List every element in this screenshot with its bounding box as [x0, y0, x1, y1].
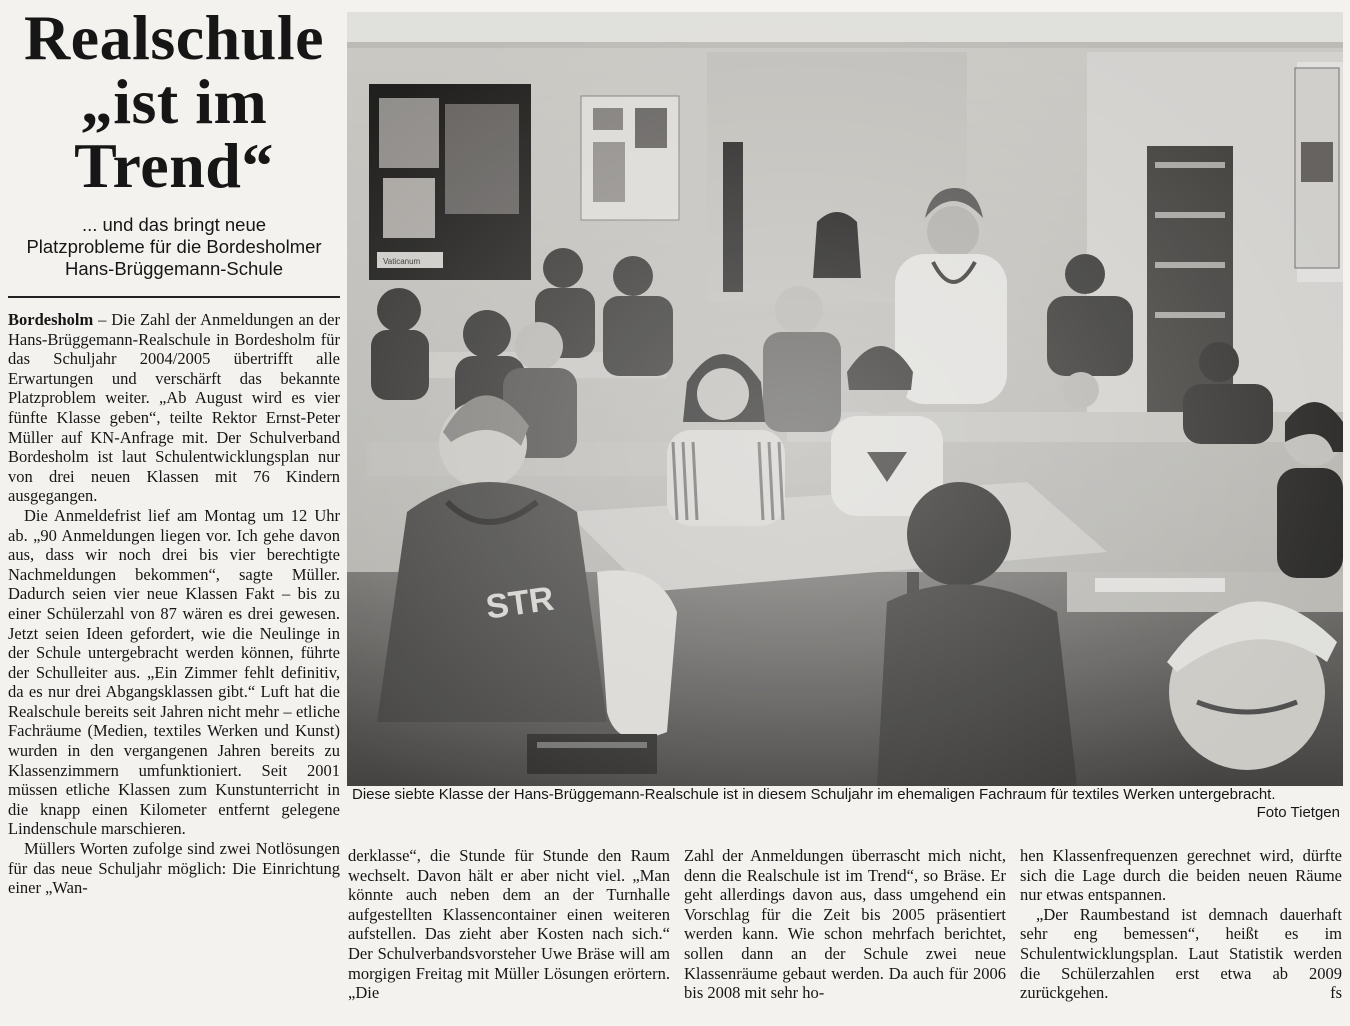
- subheadline-line-2: Platzprobleme für die Bordesholmer: [26, 236, 322, 257]
- column-3-text: Zahl der Anmeldungen überrascht mich nicht, denn die Realschule ist im Trend“, so Bräse. Er geht allerdings davon aus, dass umgehend ein Vorschlag für die Zeit bis 2005 präsentiert werden kann. Wie schon mehrfach berichtet, sollen dann an der Schule zwei neue Klassenräume gebaut werden. Da auch für 2006 bis 2008 mit sehr ho-: [684, 846, 1006, 1003]
- subheadline-line-3: Hans-Brüggemann-Schule: [64, 258, 283, 279]
- dateline: Bordesholm: [8, 310, 94, 329]
- photo-caption: Diese siebte Klasse der Hans-Brüggemann-Realschule ist in diesem Schuljahr im ehemaligen Fachraum für textiles Werken untergebracht.: [352, 786, 1276, 803]
- divider-rule: [8, 296, 340, 298]
- article-column-1: [8, 310, 340, 898]
- paragraph-1-text: – Die Zahl der Anmeldungen an der Hans-Brüggemann-Realschule in Bordesholm für das Schuljahr 2004/2005 übertrifft alle Erwartungen und verschärft das bekannte Platzproblem weiter. „Ab August wird es vier fünfte Klasse geben“, teilte Rektor Ernst-Peter Müller auf KN-Anfrage mit. Der Schulverband Bordesholm ist laut Schulentwicklungsplan nur von drei neuen Klassen mit 76 Kindern ausgegangen.: [8, 310, 340, 506]
- photo-credit: Foto Tietgen: [1256, 804, 1340, 821]
- headline-line-3: Trend“: [74, 130, 274, 201]
- article-column-4: [1020, 846, 1342, 1003]
- subheadline-line-1: ... und das bringt neue: [81, 214, 267, 235]
- article-column-2: [348, 846, 670, 1003]
- article-column-3: [684, 846, 1006, 1003]
- column-4-paragraph-1: hen Klassenfrequenzen gerechnet wird, dürfte sich die Lage durch die beiden neuen Räume nur etwas entspannen.: [1020, 846, 1342, 905]
- classroom-photo: [347, 12, 1343, 786]
- column-4-paragraph-2-text: „Der Raumbestand ist demnach dauerhaft sehr eng bemessen“, heißt es im Schulentwicklungsplan. Laut Statistik werden die Schülerzahlen erst etwa ab 2009 zurückgehen.: [1020, 904, 1342, 1003]
- paragraph-3: Müllers Worten zufolge sind zwei Notlösungen für das neue Schuljahr möglich: Die Einrichtung einer „Wan-: [8, 839, 340, 898]
- headline-line-1: Realschule: [23, 2, 325, 73]
- classroom-photo-illustration: [347, 12, 1343, 786]
- column-2-text: derklasse“, die Stunde für Stunde den Raum wechselt. Davon hält er aber nicht viel. „Man könnte auch neben dem an der Turnhalle aufgestellten Klassencontainer einen weiteren aufstellen. Das zieht aber Kosten nach sich.“ Der Schulverbandsvorsteher Uwe Bräse will am morgigen Freitag mit Müller Lösungen erörtern. „Die: [348, 846, 670, 1003]
- paragraph-1: [8, 310, 340, 506]
- subheadline: [8, 214, 340, 280]
- column-4-paragraph-2: [1020, 905, 1342, 1003]
- headline: [8, 2, 340, 201]
- paragraph-2: Die Anmeldefrist lief am Montag um 12 Uhr ab. „90 Anmeldungen liegen vor. Ich gehe davon aus, dass wir noch drei bis vier berechtigte Nachmeldungen bekommen“, sagte Müller. Dadurch seien vier neue Klassen Fakt – bis zu einer Schülerzahl von 87 wären es drei gewesen. Jetzt seien Ideen gefordert, wie die Neulinge in der Schule untergebracht werden können, führte der Schulleiter aus. „Ein Zimmer fehlt definitiv, da es nur drei Abgangsklassen gibt.“ Luft hat die Realschule bereits seit Jahren nicht mehr – etliche Fachräume (Medien, textiles Werken und Kunst) wurden in den vergangenen Jahren bereits zu Klassenzimmern umfunktioniert. Seit 2001 müssen etliche Klassen zum Kunstunterricht in die knapp einen Kilometer entfernt gelegene Lindenschule marschieren.: [8, 505, 340, 839]
- author-signature: fs: [1330, 983, 1342, 1003]
- headline-line-2: „ist im: [80, 66, 268, 137]
